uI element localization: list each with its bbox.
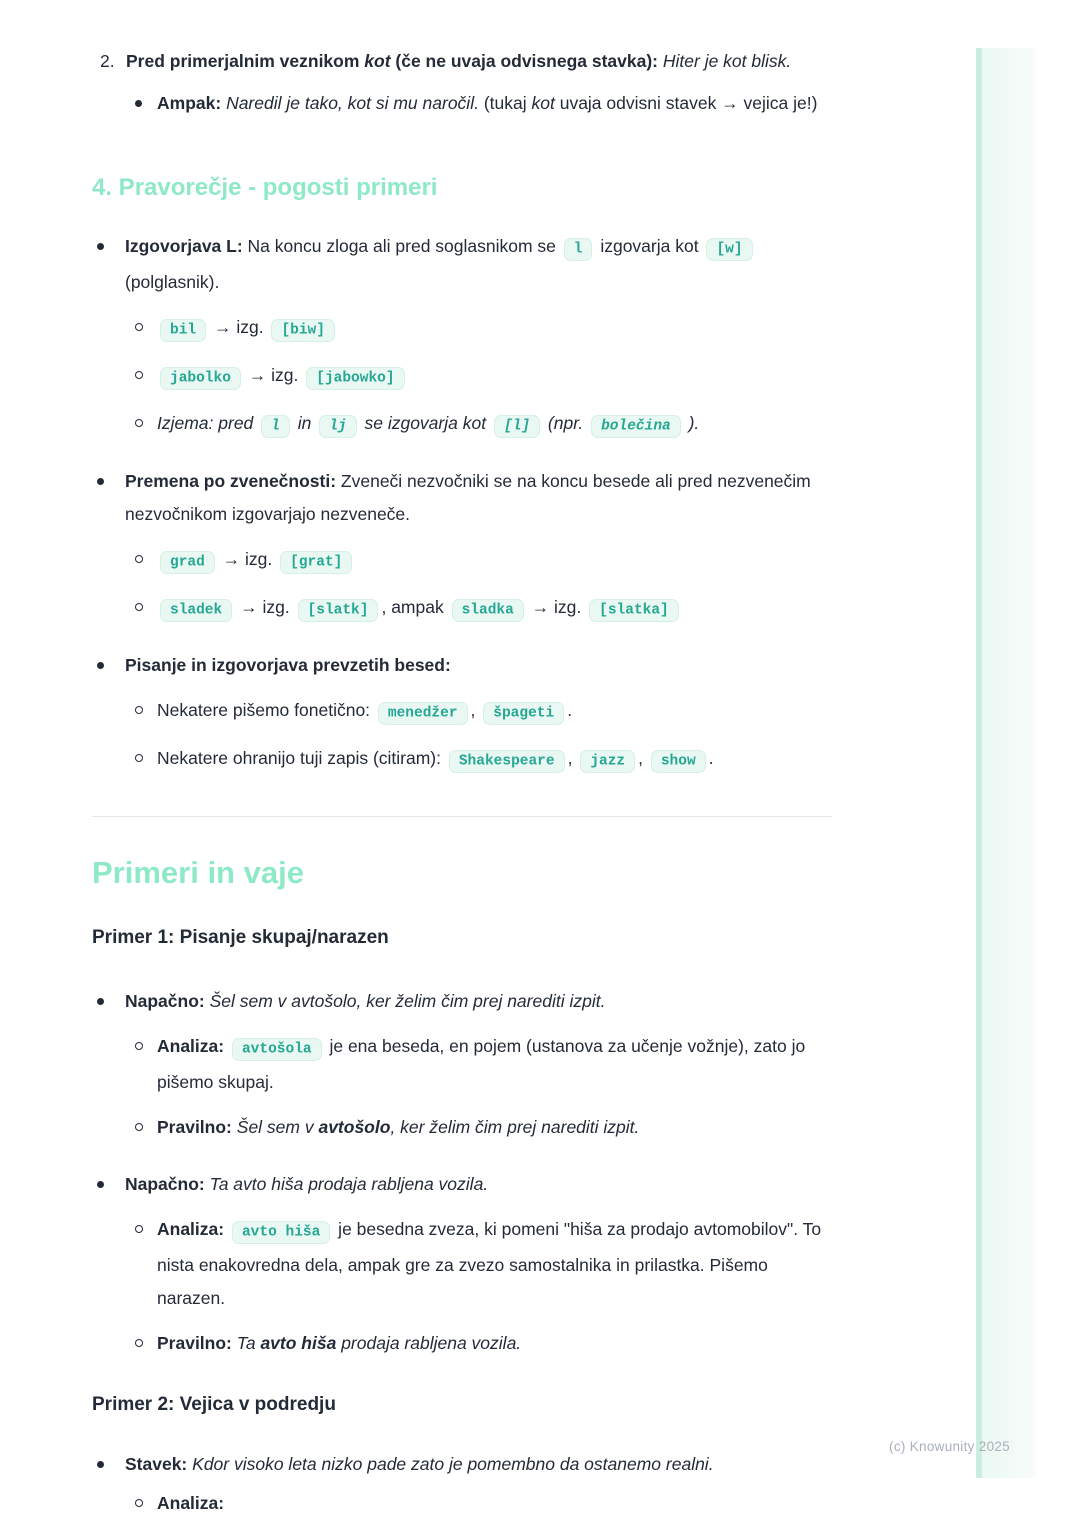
bullet-izgovorjava-l <box>97 230 832 299</box>
sub-item-ampak <box>135 87 832 120</box>
sub-bullet-text: grad → izg. [grat] <box>157 549 355 569</box>
sub-bullet-pravilno-1 <box>135 1111 832 1144</box>
sub-bullet-foneticno <box>135 694 832 730</box>
bullet-circle-icon <box>135 1499 143 1507</box>
section-heading-pravorecje: 4. Pravorečje - pogosti primeri <box>92 174 438 201</box>
bullet-circle-icon <box>135 419 143 427</box>
bullet-circle-icon <box>135 1339 143 1347</box>
sub-item-text: Ampak: Naredil je tako, kot si mu naročil. (tukaj kot uvaja odvisni stavek → vejica je!) <box>157 93 818 113</box>
sub-bullet-text: Pravilno: Ta avto hiša prodaja rabljena vozila. <box>157 1333 522 1353</box>
bullet-text: Pisanje in izgovorjava prevzetih besed: <box>125 655 451 675</box>
right-edge-accent-line <box>976 48 982 1478</box>
sub-bullet-text: Nekatere pišemo fonetično: menedžer , špageti . <box>157 700 572 720</box>
sub-bullet-text: Analiza: avtošola je ena beseda, en pojem (ustanova za učenje vožnje), zato jo pišemo skupaj. <box>157 1036 806 1092</box>
sub-bullet-tuji-zapis <box>135 742 832 778</box>
heading-primer-2: Primer 2: Vejica v podredju <box>92 1394 336 1415</box>
bullet-text: Stavek: Kdor visoko leta nizko pade zato je pomembno da ostanemo realni. <box>125 1454 714 1474</box>
bullet-napacno-1 <box>97 985 832 1018</box>
bullet-circle-icon <box>135 603 143 611</box>
sub-bullet-pravilno-2 <box>135 1327 832 1360</box>
bullet-circle-icon <box>135 1042 143 1050</box>
sub-bullet-text: Pravilno: Šel sem v avtošolo, ker želim čim prej narediti izpit. <box>157 1117 640 1137</box>
sub-bullet-izjema <box>135 407 832 443</box>
heading-primer-1: Primer 1: Pisanje skupaj/narazen <box>92 927 389 948</box>
sub-bullet-text: bil → izg. [biw] <box>157 317 338 337</box>
bullet-circle-icon <box>135 1123 143 1131</box>
document-content <box>92 45 832 1520</box>
bullet-dot-icon <box>97 1181 104 1188</box>
bullet-text: Premena po zvenečnosti: Zveneči nezvočniki se na koncu besede ali pred nezvenečim nezvočnikom izgovarjajo nezveneče. <box>125 471 811 524</box>
sub-bullet-analiza-1 <box>135 1030 832 1099</box>
sub-bullet-text: Nekatere ohranijo tuji zapis (citiram): Shakespeare , jazz , show . <box>157 748 714 768</box>
bullet-napacno-2 <box>97 1168 832 1201</box>
bullet-dot-icon <box>97 998 104 1005</box>
item-text: Pred primerjalnim veznikom kot (če ne uvaja odvisnega stavka): Hiter je kot blisk. <box>126 51 792 71</box>
bullet-prevzete-besede <box>97 649 832 682</box>
bullet-text: Napačno: Ta avto hiša prodaja rabljena vozila. <box>125 1174 489 1194</box>
bullet-circle-icon <box>135 555 143 563</box>
sub-bullet-text: Analiza: avto hiša je besedna zveza, ki pomeni "hiša za prodajo avtomobilov". To nista enakovredna dela, ampak gre za zvezo samostalnika in prilastka. Pišemo narazen. <box>157 1219 822 1308</box>
bullet-circle-icon <box>135 323 143 331</box>
bullet-dot-icon <box>135 100 142 107</box>
sub-bullet-analiza-2 <box>135 1213 832 1315</box>
bullet-dot-icon <box>97 662 104 669</box>
bullet-text: Napačno: Šel sem v avtošolo, ker želim čim prej narediti izpit. <box>125 991 606 1011</box>
bullet-dot-icon <box>97 1461 104 1468</box>
page-heading-primeri-in-vaje: Primeri in vaje <box>92 855 304 890</box>
numbered-item-2 <box>92 45 832 78</box>
copyright-footer: (c) Knowunity 2025 <box>889 1439 1010 1454</box>
bullet-dot-icon <box>97 243 104 250</box>
right-edge-decoration <box>976 48 1036 1478</box>
bullet-circle-icon <box>135 754 143 762</box>
sub-bullet-sladek <box>135 591 832 627</box>
item-number: 2. <box>100 51 115 71</box>
sub-bullet-jabolko <box>135 359 832 395</box>
sub-bullet-analiza-3 <box>135 1487 832 1520</box>
bullet-circle-icon <box>135 371 143 379</box>
bullet-text: Izgovorjava L: Na koncu zloga ali pred soglasnikom se l izgovarja kot [w] (polglasnik). <box>125 236 756 292</box>
sub-bullet-grad <box>135 543 832 579</box>
sub-bullet-text: Analiza: <box>157 1493 225 1513</box>
sub-bullet-text: jabolko → izg. [jabowko] <box>157 365 408 385</box>
sub-bullet-bil <box>135 311 832 347</box>
sub-bullet-text: sladek → izg. [slatk] , ampak sladka → izg. [slatka] <box>157 597 682 617</box>
bullet-stavek <box>97 1448 832 1481</box>
section-divider <box>92 816 832 817</box>
bullet-premena <box>97 465 832 531</box>
sub-bullet-text: Izjema: pred l in lj se izgovarja kot [l] (npr. bolečina ). <box>157 413 699 433</box>
bullet-dot-icon <box>97 478 104 485</box>
bullet-circle-icon <box>135 1225 143 1233</box>
bullet-circle-icon <box>135 706 143 714</box>
